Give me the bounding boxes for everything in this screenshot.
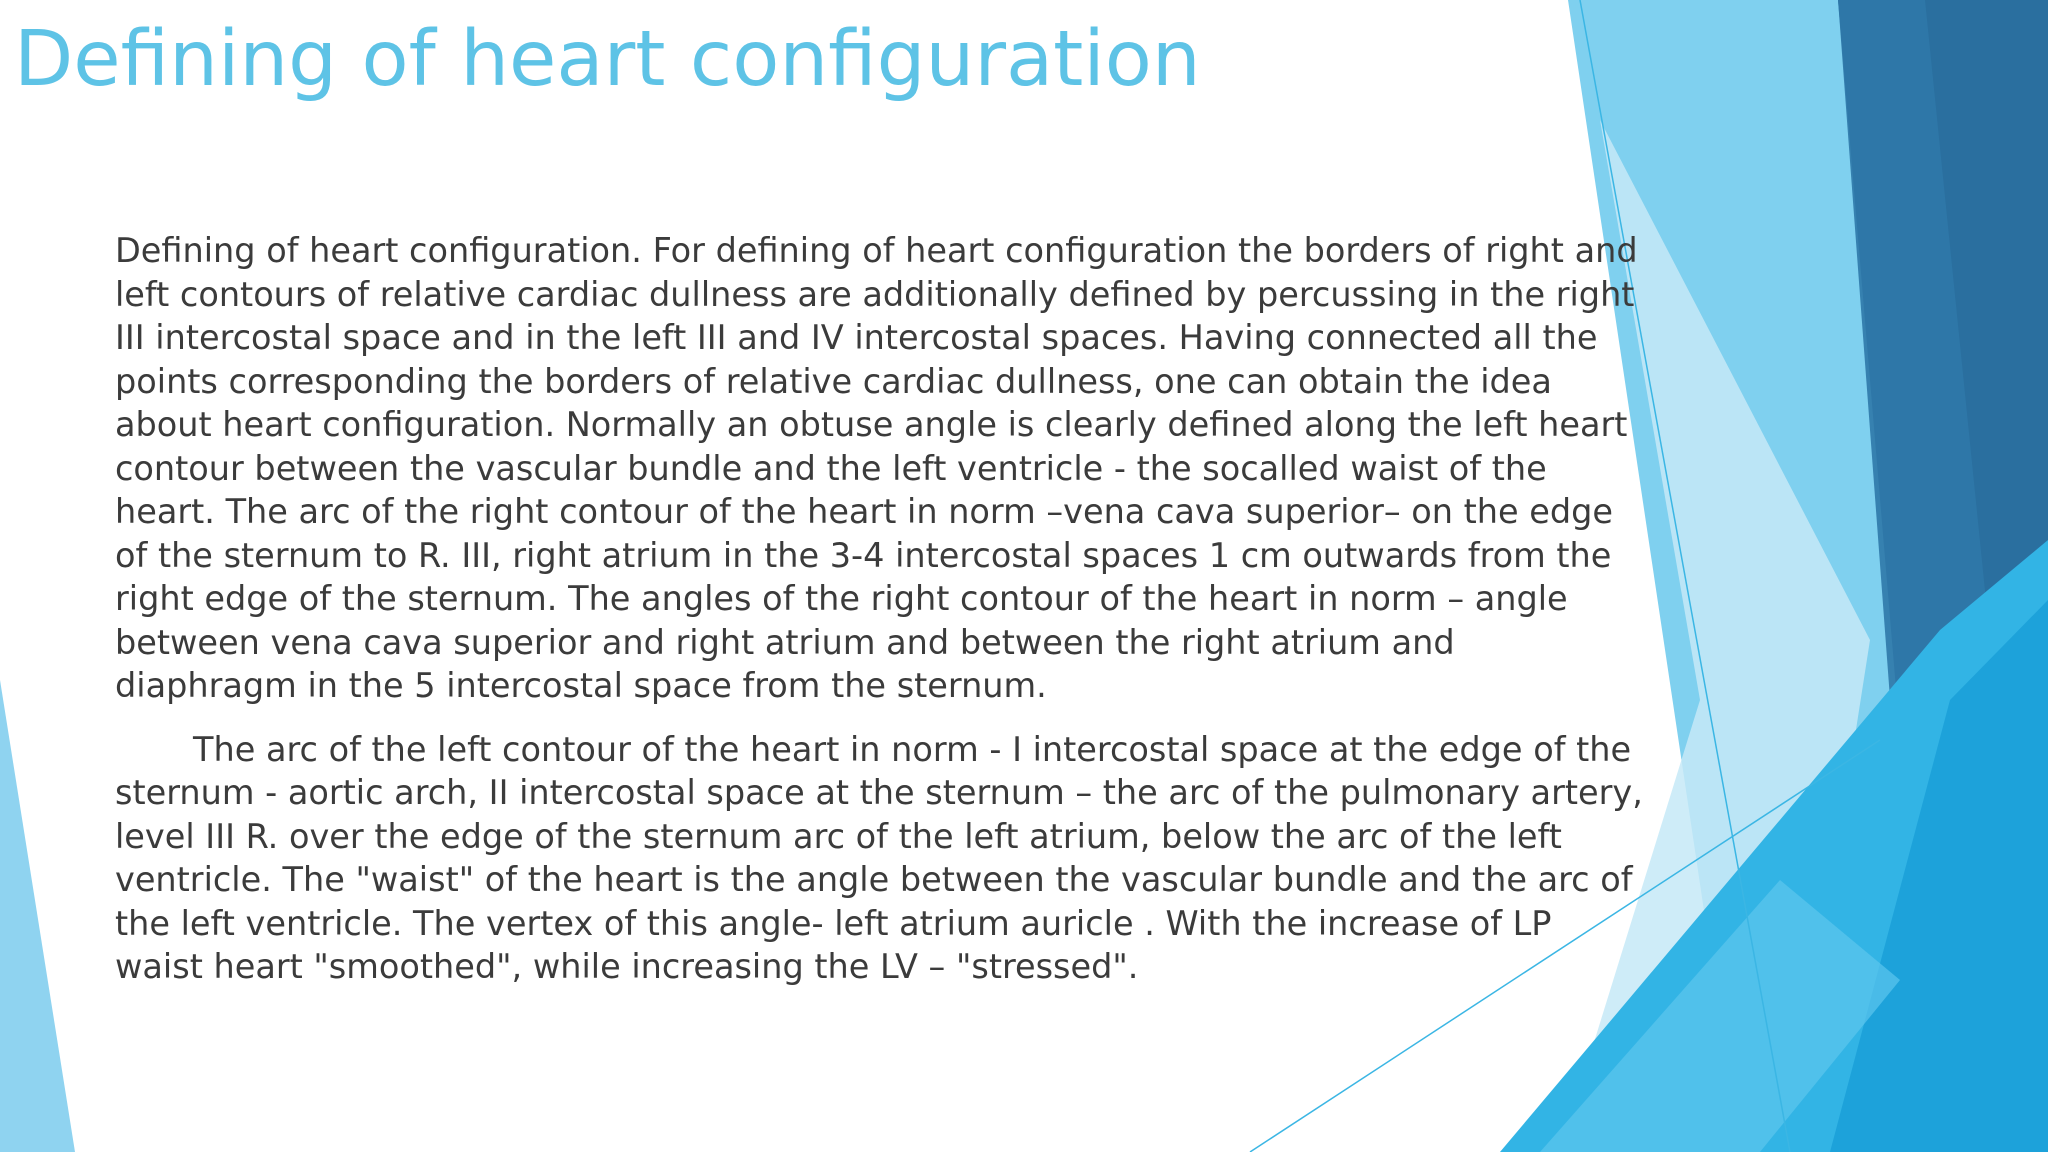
left-accent-shape — [0, 680, 75, 1152]
slide-body — [115, 229, 1645, 989]
body-paragraph-2: The arc of the left contour of the heart in norm - I intercostal space at the edge of the sternum - aortic arch, II intercostal space at the sternum – the arc of the pulmonary artery, level III R. over the edge of the sternum arc of the left atrium, below the arc of the left ventricle. The "waist" of the heart is the angle between the vascular bundle and the arc of the left ventricle. The vertex of this angle- left atrium auricle . With the increase of LP waist heart "smoothed", while increasing the LV – "stressed". — [115, 729, 1643, 986]
body-paragraph-1: Defining of heart configuration. For defining of heart configuration the borders of right and left contours of relative cardiac dullness are additionally defined by percussing in the right III intercostal space and in the left III and IV intercostal spaces. Having connected all the points corresponding the borders of relative cardiac dullness, one can obtain the idea about heart configuration. Normally an obtuse angle is clearly defined along the left heart contour between the vascular bundle and the left ventricle - the socalled waist of the heart. The arc of the right contour of the heart in norm –vena cava superior– on the edge of the sternum to R. III, right atrium in the 3-4 intercostal spaces 1 cm outwards from the right edge of the sternum. The angles of the right contour of the heart in norm – angle between vena cava superior and right atrium and between the right atrium and diaphragm in the 5 intercostal space from the sternum. — [115, 231, 1638, 705]
slide-title: Defining of heart configuration — [14, 15, 1201, 104]
